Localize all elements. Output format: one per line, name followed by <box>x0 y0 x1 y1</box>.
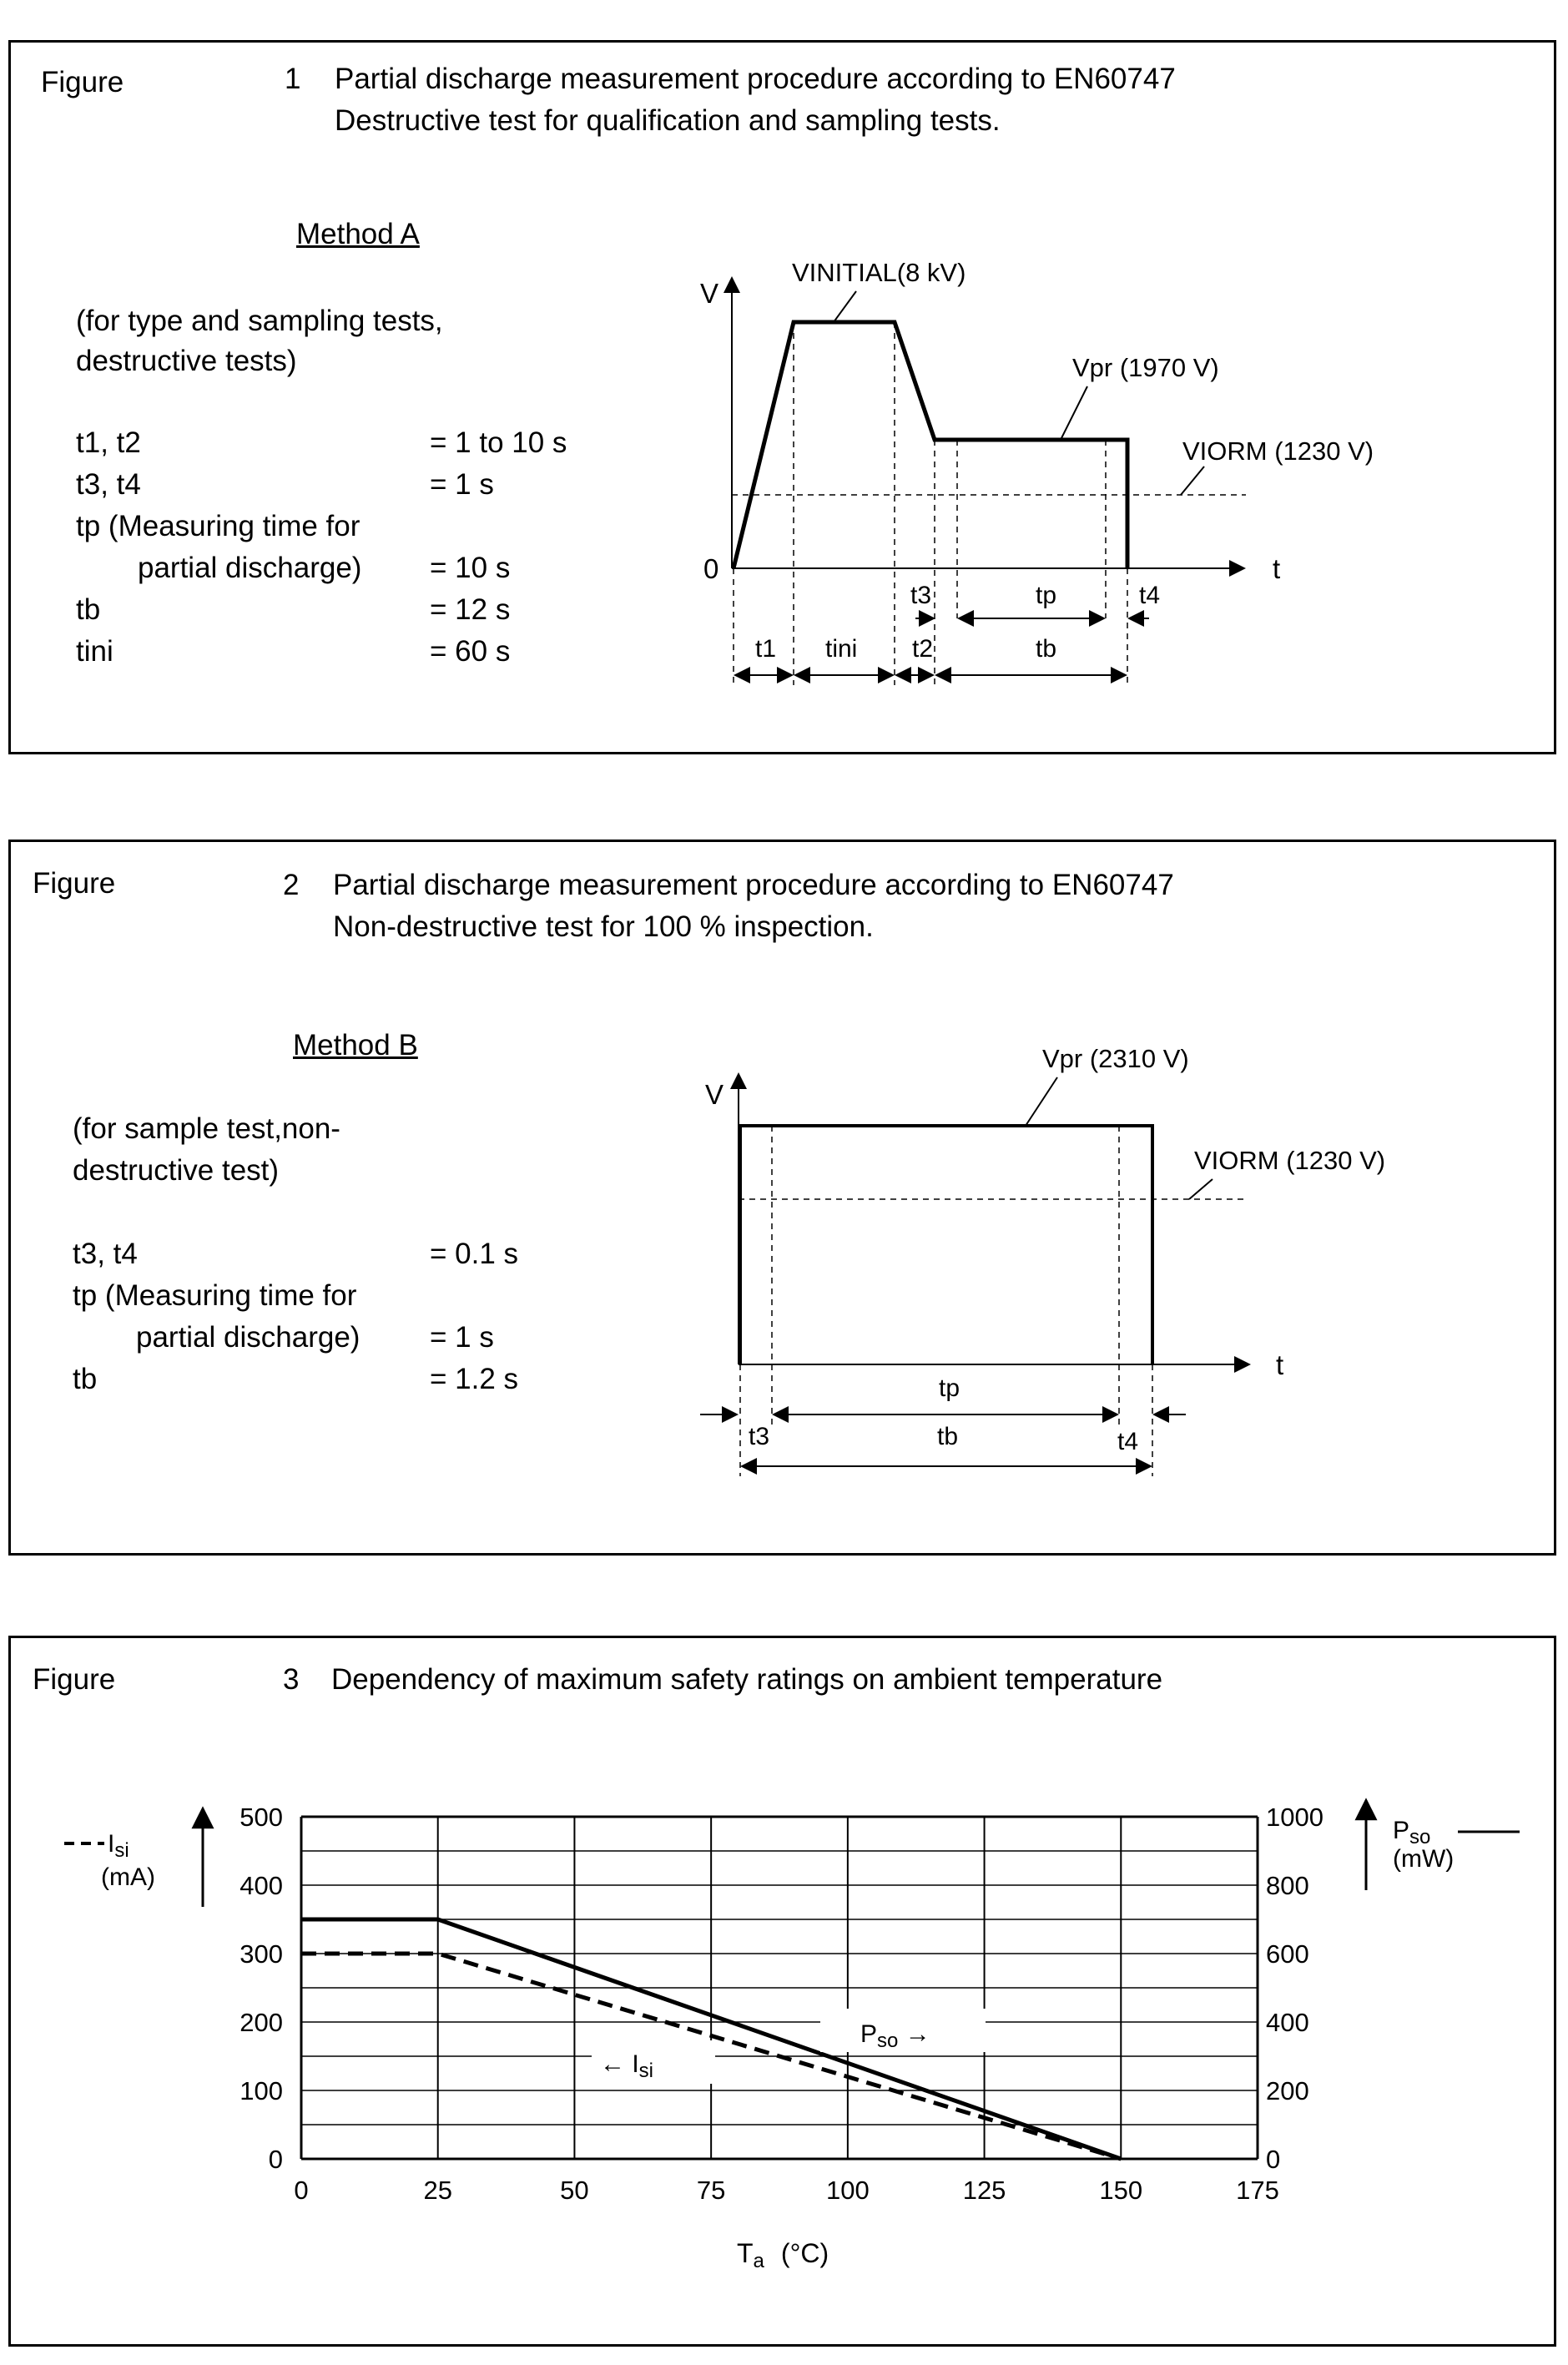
x-tick-label: 125 <box>962 2176 1006 2205</box>
y-right-tick-label: 400 <box>1266 2008 1309 2037</box>
method-b-diagram <box>11 842 1554 1553</box>
v-pr-label: Vpr (1970 V) <box>1072 353 1219 382</box>
safety-ratings-chart <box>11 1638 1554 2344</box>
v-iorm-leader <box>1181 466 1204 495</box>
chart-ticks <box>239 1803 1323 2205</box>
isi-annotation: ← $I_{si}$ <box>600 2050 654 2082</box>
param-name-tp-cont: partial discharge) <box>138 552 362 584</box>
tp-label: tp <box>1036 582 1057 609</box>
param-name-tp-cont: partial discharge) <box>136 1321 360 1354</box>
x-tick-label: 100 <box>825 2176 870 2205</box>
y-left-tick-label: 0 <box>268 2145 283 2174</box>
x-tick-label: 175 <box>1236 2176 1279 2205</box>
figure-1-method: Method A <box>296 218 420 250</box>
method-a-diagram <box>11 43 1554 752</box>
figure-2-desc-line1: (for sample test,non- <box>73 1112 340 1145</box>
y-right-tick-label: 200 <box>1266 2076 1309 2105</box>
t4-label: t4 <box>1117 1428 1139 1455</box>
tp-label: tp <box>939 1374 960 1402</box>
right-axis-unit: (mW) <box>1393 1845 1455 1873</box>
figure-1-number: 1 <box>285 63 301 95</box>
x-tick-label: 150 <box>1099 2176 1143 2205</box>
param-name-tb: tb <box>76 593 101 626</box>
tb-label: tb <box>1036 635 1057 663</box>
y-right-tick-label: 800 <box>1266 1871 1309 1900</box>
pso-annotation: $P_{so}$ → <box>860 2020 930 2052</box>
x-tick-label: 25 <box>423 2176 452 2205</box>
figure-2-panel <box>8 840 1556 1556</box>
y-left-tick-label: 300 <box>239 1939 283 1969</box>
figure-1-title-line1: Partial discharge measurement procedure according to EN60747 <box>335 63 1176 95</box>
figure-3-panel <box>8 1636 1556 2347</box>
figure-2-method: Method B <box>293 1029 418 1061</box>
param-value-tp: = 10 s <box>430 552 511 584</box>
param-name-t3-t4: t3, t4 <box>73 1238 138 1270</box>
figure-3-title: Dependency of maximum safety ratings on ambient temperature <box>331 1663 1163 1696</box>
v-pr-label: Vpr (2310 V) <box>1042 1044 1189 1073</box>
v-pr-leader <box>1026 1077 1057 1126</box>
t3-label: t3 <box>910 582 932 609</box>
t3-label: t3 <box>749 1423 770 1450</box>
param-value-t3-t4: = 0.1 s <box>430 1238 519 1270</box>
param-name-t3-t4: t3, t4 <box>76 468 141 501</box>
x-axis-label: t <box>1276 1349 1284 1380</box>
figure-2-number: 2 <box>283 869 300 901</box>
v-iorm-leader <box>1189 1179 1213 1199</box>
x-tick-label: 75 <box>696 2176 726 2205</box>
x-axis-title: Ta (°C) <box>737 2238 829 2272</box>
tini-label: tini <box>825 635 858 663</box>
param-name-tb: tb <box>73 1363 98 1395</box>
figure-1-desc-line1: (for type and sampling tests, <box>76 305 443 337</box>
x-axis-label: t <box>1273 553 1281 584</box>
figure-3-number: 3 <box>283 1663 300 1696</box>
param-value-t1-t2: = 1 to 10 s <box>430 426 567 459</box>
t4-label: t4 <box>1139 582 1161 609</box>
figure-1-desc-line2: destructive tests) <box>76 345 297 377</box>
y-right-tick-label: 1000 <box>1266 1803 1323 1832</box>
figure-2-title-line2: Non-destructive test for 100 % inspection. <box>333 910 874 943</box>
figure-1-panel <box>8 40 1556 754</box>
v-initial-label: VINITIAL(8 kV) <box>792 258 966 287</box>
v-iorm-label: VIORM (1230 V) <box>1194 1146 1386 1175</box>
x-tick-label: 50 <box>560 2176 589 2205</box>
param-value-t3-t4: = 1 s <box>430 468 494 501</box>
y-axis-label: V <box>705 1079 724 1110</box>
right-axis-name: $P_{so}$ <box>1393 1817 1431 1848</box>
param-name-tini: tini <box>76 635 113 668</box>
y-left-tick-label: 100 <box>239 2076 283 2105</box>
figure-1-label: Figure <box>41 66 124 98</box>
param-name-tp: tp (Measuring time for <box>76 510 360 542</box>
y-left-tick-label: 500 <box>239 1803 283 1832</box>
t2-label: t2 <box>912 635 934 663</box>
voltage-waveform <box>740 1126 1152 1364</box>
origin-label: 0 <box>703 553 719 584</box>
t1-label: t1 <box>755 635 777 663</box>
y-axis-label: V <box>700 278 719 309</box>
tb-label: tb <box>937 1423 959 1450</box>
param-value-tb: = 12 s <box>430 593 511 626</box>
chart-grid <box>301 1817 1258 2159</box>
figure-3-label: Figure <box>33 1663 116 1696</box>
figure-2-label: Figure <box>33 867 116 900</box>
y-left-tick-label: 400 <box>239 1871 283 1900</box>
y-right-tick-label: 600 <box>1266 1939 1309 1969</box>
v-pr-leader <box>1061 386 1087 440</box>
v-initial-leader <box>834 291 856 322</box>
v-iorm-label: VIORM (1230 V) <box>1182 436 1374 466</box>
left-axis-name: $I_{si}$ <box>108 1830 129 1862</box>
voltage-waveform <box>734 322 1127 568</box>
y-left-tick-label: 200 <box>239 2008 283 2037</box>
x-tick-label: 0 <box>294 2176 309 2205</box>
param-value-tini: = 60 s <box>430 635 511 668</box>
figure-1-title-line2: Destructive test for qualification and sampling tests. <box>335 104 1001 137</box>
y-right-tick-label: 0 <box>1266 2145 1281 2174</box>
figure-2-desc-line2: destructive test) <box>73 1154 280 1187</box>
param-name-tp: tp (Measuring time for <box>73 1279 357 1312</box>
param-name-t1-t2: t1, t2 <box>76 426 141 459</box>
param-value-tp: = 1 s <box>430 1321 494 1354</box>
figure-2-title-line1: Partial discharge measurement procedure according to EN60747 <box>333 869 1174 901</box>
left-axis-unit: (mA) <box>101 1863 155 1891</box>
param-value-tb: = 1.2 s <box>430 1363 519 1395</box>
